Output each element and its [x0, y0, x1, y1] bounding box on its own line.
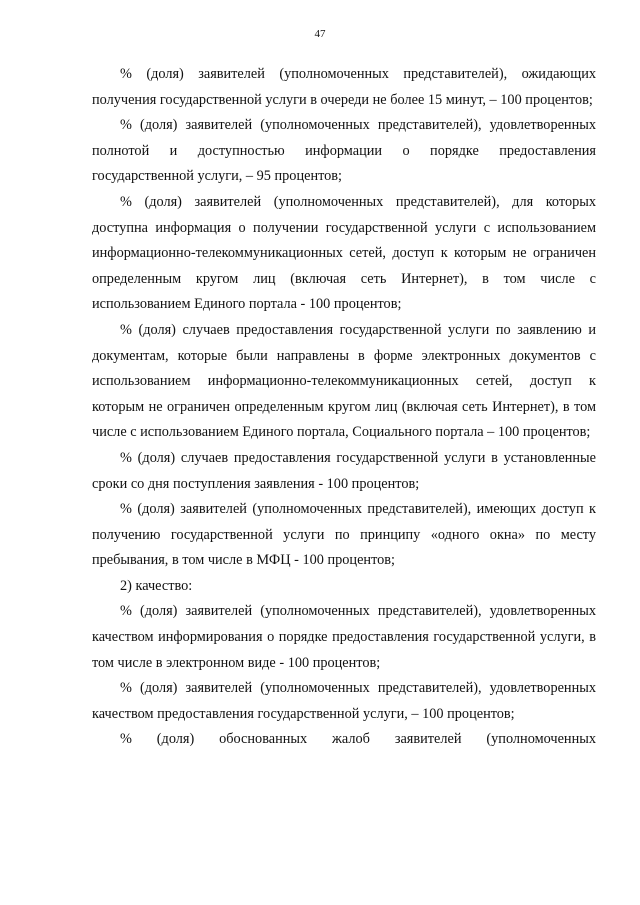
paragraph: % (доля) заявителей (уполномоченных представителей), удовлетворенных полнотой и доступностью информации о порядке предоставления государственной услуги, – 95 процентов;: [92, 117, 596, 185]
document-body: [92, 62, 596, 753]
paragraph: % (доля) заявителей (уполномоченных представителей), имеющих доступ к получению государственной услуги по принципу «одного окна» по месту пребывания, в том числе в МФЦ - 100 процентов;: [92, 501, 596, 569]
paragraph: % (доля) случаев предоставления государственной услуги по заявлению и документам, которые были направлены в форме электронных документов с использованием информационно-телекоммуникационных сетей, доступ к которым не ограничен определенным кругом лиц (включая сеть Интернет), в том числе с использованием Единого портала, Социального портала – 100 процентов;: [92, 321, 596, 441]
paragraph: 2) качество:: [120, 577, 193, 594]
paragraph-continued: % (доля) обоснованных жалоб заявителей (уполномоченных: [120, 731, 596, 748]
paragraph: % (доля) заявителей (уполномоченных представителей), удовлетворенных качеством информирования о порядке предоставления государственной услуги, в том числе в электронном виде - 100 процентов;: [92, 603, 596, 671]
paragraph: % (доля) заявителей (уполномоченных представителей), ожидающих получения государственной услуги в очереди не более 15 минут, – 100 процентов;: [92, 66, 596, 108]
paragraph: % (доля) заявителей (уполномоченных представителей), для которых доступна информация о получении государственной услуги с использованием информационно-телекоммуникационных сетей, доступ к которым не ограничен определенным кругом лиц (включая сеть Интернет), в том числе с использованием Единого портала - 100 процентов;: [92, 193, 596, 313]
page-number: 47: [314, 28, 326, 40]
paragraph: % (доля) случаев предоставления государственной услуги в установленные сроки со дня поступления заявления - 100 процентов;: [92, 449, 596, 492]
paragraph: % (доля) заявителей (уполномоченных представителей), удовлетворенных качеством предоставления государственной услуги, – 100 процентов;: [92, 680, 596, 722]
